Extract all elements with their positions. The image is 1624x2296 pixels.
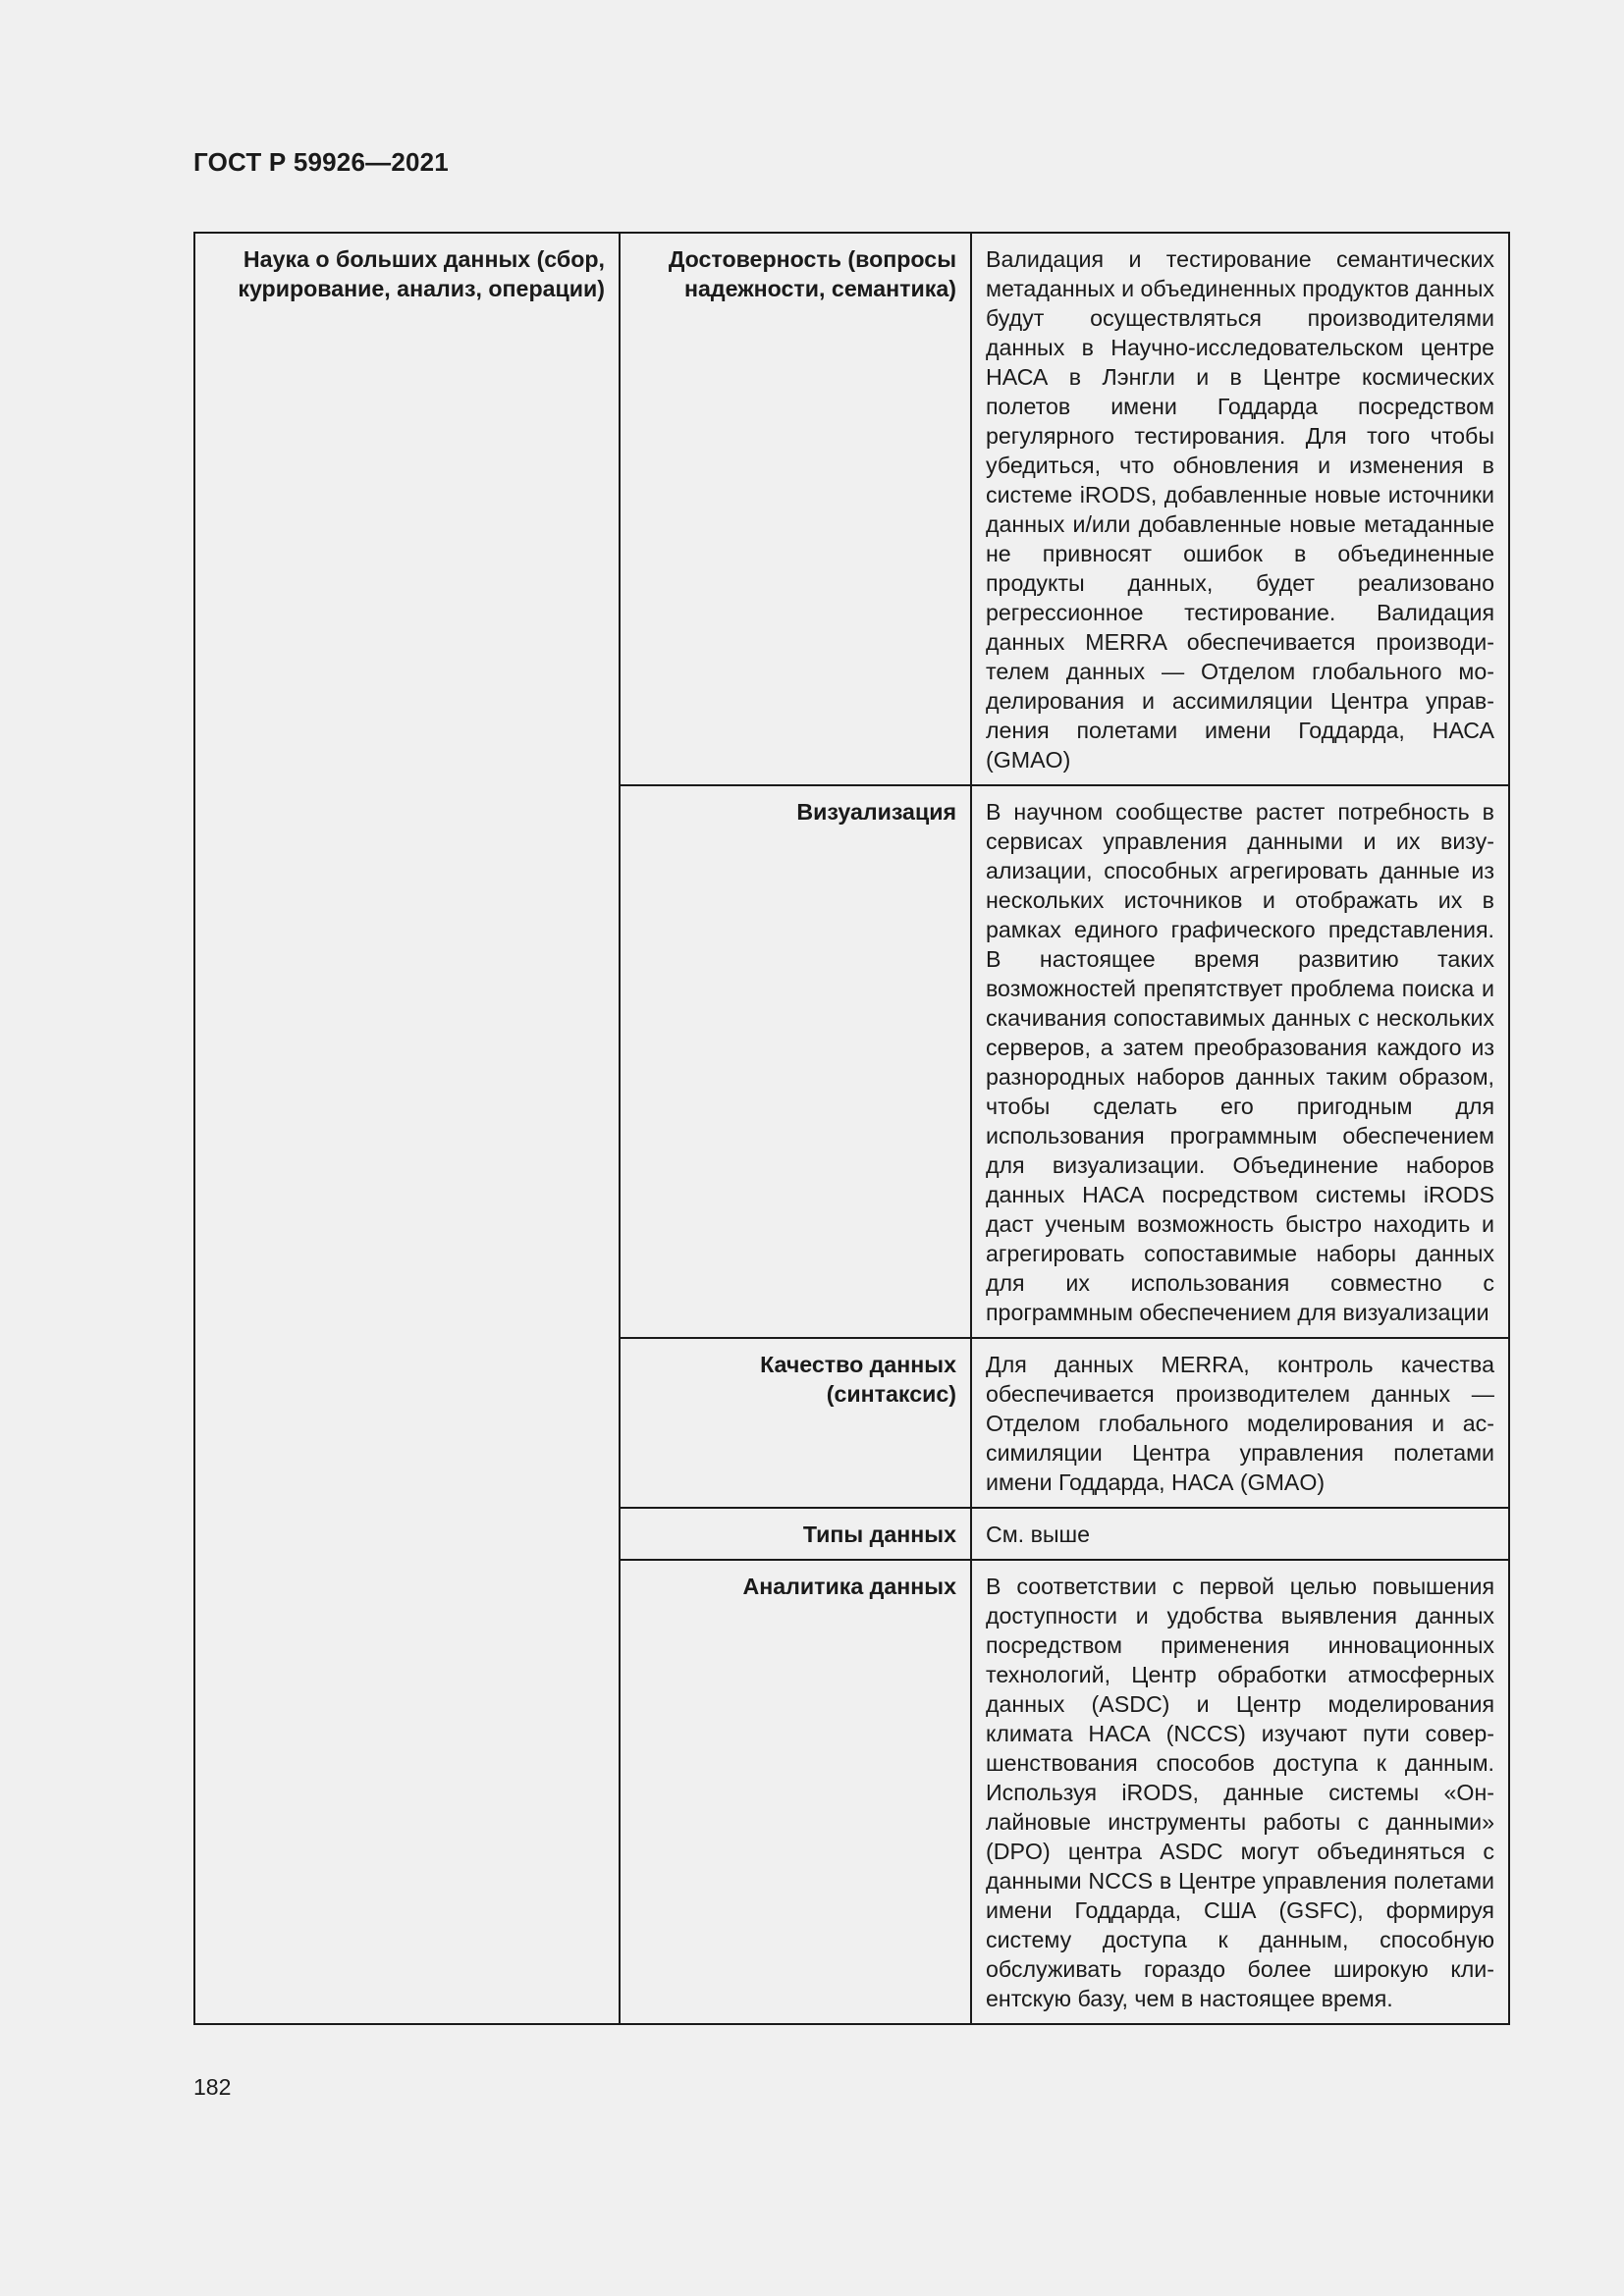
description-cell: В научном сообществе растет потребность в сервисах управления данными и их визуализации, способных агрегировать данные из нескольких источников и отображать их в рамках единого графического представления. В настоящее время развитию таких возможностей препятствует проблема поиска и скачивания сопоставимых данных с нескольких серверов, а затем преобразования каждого из разнородных наборов данных таким образом, чтобы сделать его пригодным для использования программным обеспечением для визуализации. Объединение наборов данных НАСА посредством системы iRODS даст ученым возможность быстро находить и агрегировать сопоставимые наборы данных для их использования совместно с программным обеспечением для визуализации	[971, 785, 1509, 1338]
requirements-table	[193, 232, 1510, 2025]
description-cell: Для данных MERRA, контроль качества обеспечивается производителем данных — Отделом глобального моделирования и ассимиляции Центра управления полетами имени Годдарда, НАСА (GMAO)	[971, 1338, 1509, 1508]
description-cell: В соответствии с первой целью повышения доступности и удобства выявления данных посредством применения инновационных технологий, Центр обработки атмосферных данных (ASDC) и Центр моделирования климата НАСА (NCCS) изучают пути совершенствования способов доступа к данным. Используя iRODS, данные системы «Онлайновые инструменты работы с данными» (DPO) центра ASDC могут объединяться с данными NCCS в Центре управления полетами имени Годдарда, США (GSFC), формируя систему доступа к данным, способную обслуживать гораздо более широкую клиентскую базу, чем в настоящее время.	[971, 1560, 1509, 2024]
page-number: 182	[193, 2074, 232, 2100]
document-standard-id: ГОСТ Р 59926—2021	[193, 147, 449, 177]
aspect-cell: Качество данных (синтаксис)	[620, 1338, 971, 1508]
section-title: Наука о больших данных (сбор, курирование, анализ, операции)	[194, 233, 620, 2024]
description-cell: Валидация и тестирование семантических метаданных и объединенных продуктов данных будут осуществляться производителями данных в Научно-исследовательском центре НАСА в Лэнгли и в Центре космических полетов имени Годдарда посредством регулярного тестирования. Для того чтобы убедиться, что обновления и изменения в системе iRODS, добавленные новые источники данных и/или добавленные новые метаданные не привносят ошибок в объединенные продукты данных, будет реализовано регрессионное тестирование. Валидация данных MERRA обеспечивается производителем данных — Отделом глобального моделирования и ассимиляции Центра управления полетами имени Годдарда, НАСА (GMAO)	[971, 233, 1509, 785]
aspect-cell: Типы данных	[620, 1508, 971, 1560]
aspect-cell: Визуализация	[620, 785, 971, 1338]
aspect-cell: Аналитика данных	[620, 1560, 971, 2024]
table-row	[194, 233, 1509, 785]
aspect-cell: Достоверность (вопросы надежности, семантика)	[620, 233, 971, 785]
description-cell: См. выше	[971, 1508, 1509, 1560]
